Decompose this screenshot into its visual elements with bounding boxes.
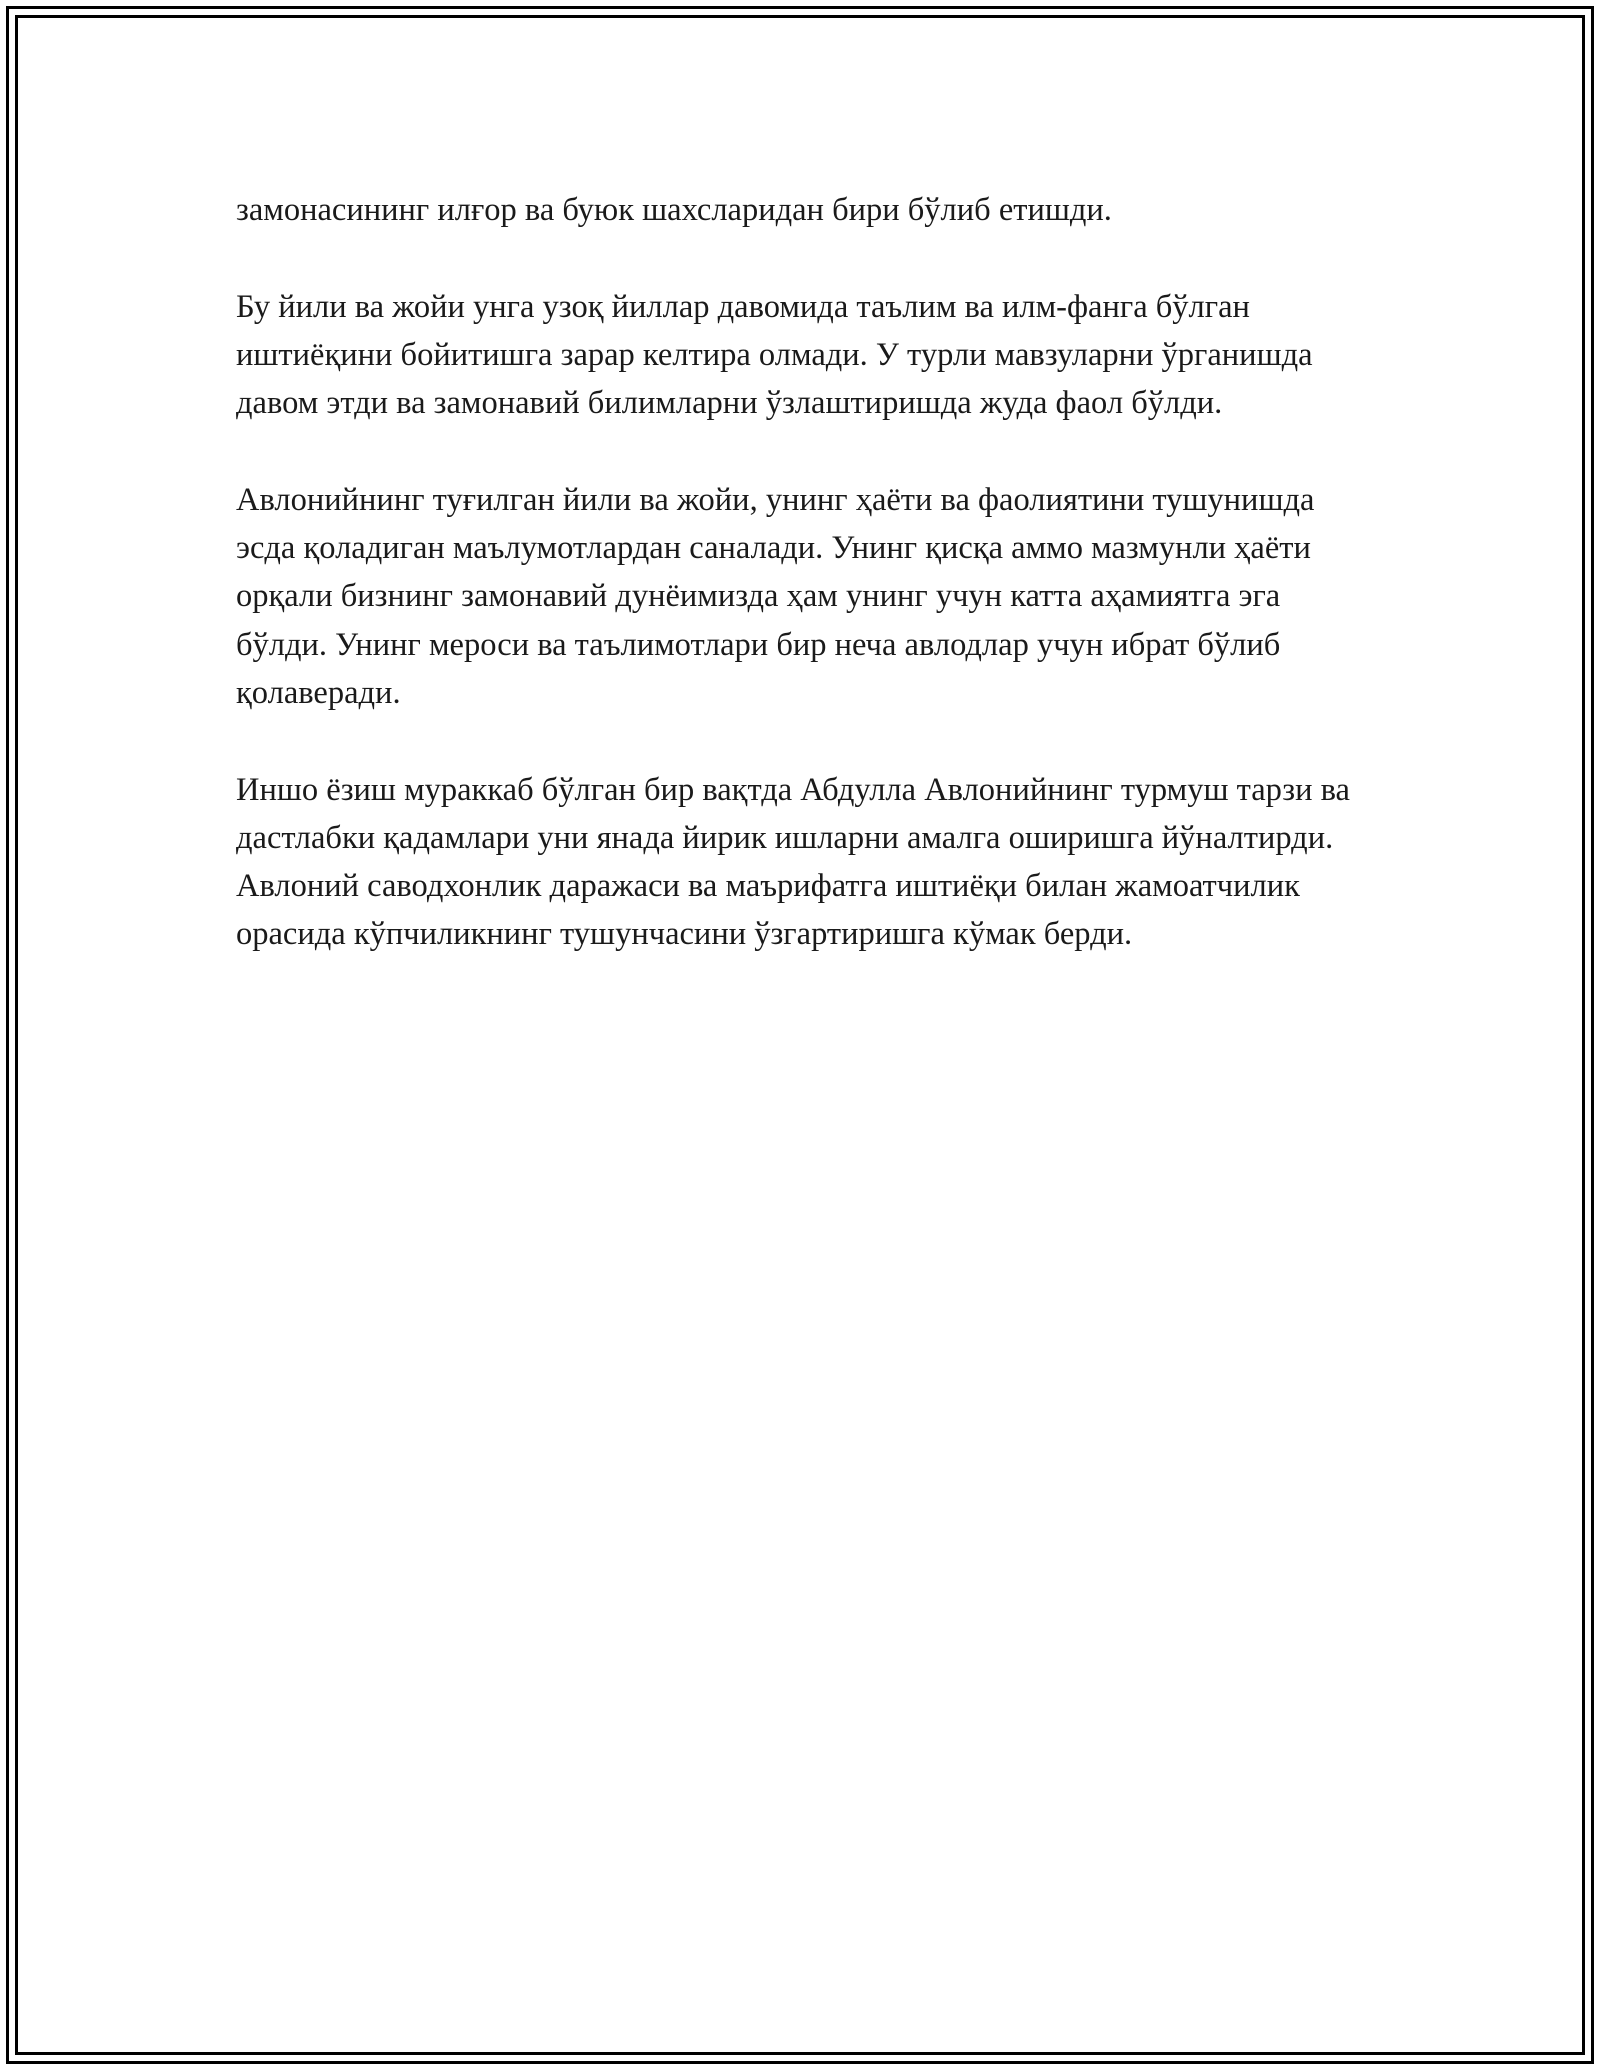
paragraph-2: Бу йили ва жойи унга узоқ йиллар давомида таълим ва илм-фанга бўлган иштиёқини бойитишга зарар келтира олмади. У турли мавзуларни ўрганишда давом этди ва замонавий билимларни ўзлаштиришда жуда фаол бўлди. bbox=[236, 288, 1313, 422]
paragraph-1: замонасининг илғор ва буюк шахсларидан бири бўлиб етишди. bbox=[236, 192, 1112, 228]
paragraph-3: Авлонийнинг туғилган йили ва жойи, унинг ҳаёти ва фаолиятини тушунишда эсда қоладиган маълумотлардан саналади. Унинг қисқа аммо мазмунли ҳаёти орқали бизнинг замонавий дунёимизда ҳам унинг учун катта аҳамиятга эга бўлди. Унинг мероси ва таълимотлари бир неча авлодлар учун ибрат бўлиб қолаверади. bbox=[236, 481, 1315, 711]
paragraph-4: Иншо ёзиш мураккаб бўлган бир вақтда Абдулла Авлонийнинг турмуш тарзи ва дастлабки қадамлари уни янада йирик ишларни амалга оширишга йўналтирди. Авлоний саводхонлик даражаси ва маърифатга иштиёқи билан жамоатчилик орасида кўпчиликнинг тушунчасини ўзгартиришга кўмак берди. bbox=[236, 771, 1350, 953]
document-body bbox=[236, 186, 1376, 959]
